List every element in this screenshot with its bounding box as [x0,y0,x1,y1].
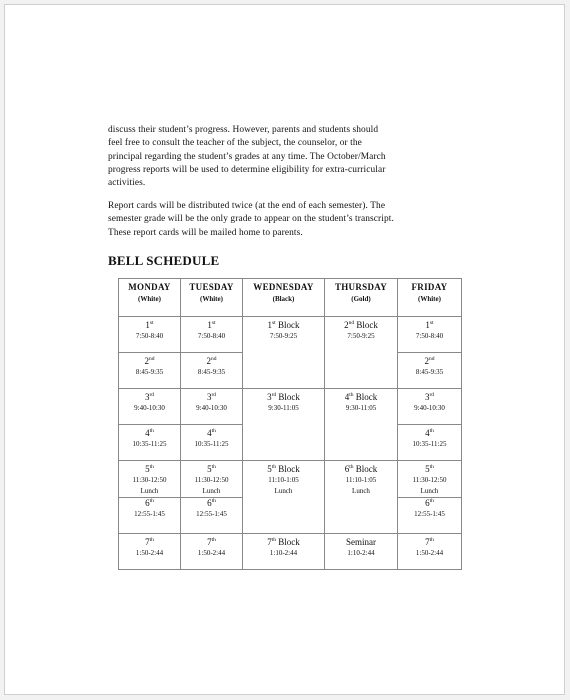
period-time: 7:50-8:40 [197,332,226,340]
period-number: 4 [207,428,212,438]
period-cell [181,534,243,570]
ordinal-suffix: st [211,320,216,326]
ordinal-suffix: th [211,498,216,504]
day-color: (White) [200,295,223,303]
period-number: 7 [207,537,212,547]
period-number: 4 [145,428,150,438]
bell-schedule-table [118,278,462,570]
ordinal-suffix: rd [211,392,217,398]
day-header-friday [398,279,462,317]
period-cell [119,534,181,570]
period-cell [119,353,181,389]
day-header-thursday [325,279,398,317]
period-number: 7 [425,537,430,547]
period-cell [398,317,462,353]
period-cell [398,498,462,534]
lunch-label: Lunch [140,487,159,495]
period-time: 8:45-9:35 [135,368,164,376]
period-time: 8:45-9:35 [197,368,226,376]
block-time: 7:50-9:25 [347,332,375,340]
block-word: Block [354,320,378,330]
period-number: 6 [207,498,212,508]
ordinal-suffix: nd [429,356,435,362]
period-number: 2 [144,356,149,366]
period-cell [181,498,243,534]
period-number: 6 [425,498,430,508]
schedule-row [119,317,462,353]
period-cell [119,425,181,461]
block-cell [325,389,398,461]
block-number: 5 [267,464,272,474]
period-time: 12:55-1:45 [134,510,165,518]
ordinal-suffix: st [272,320,276,326]
ordinal-suffix: th [211,537,216,543]
period-cell [181,425,243,461]
text-line: discuss their student’s progress. However, parents and students should [108,125,379,135]
ordinal-suffix: th [429,498,434,504]
period-number: 2 [206,356,211,366]
block-time: 1:10-2:44 [269,549,298,557]
block-number: 1 [267,320,273,330]
schedule-row [119,389,462,425]
period-number: 2 [424,356,429,366]
period-cell [398,389,462,425]
ordinal-suffix: nd [211,356,217,362]
progress-paragraph [108,124,448,190]
ordinal-suffix: th [211,464,216,470]
text-line: principal regarding the student’s grades at any time. The October/March [108,151,386,162]
block-cell [325,317,398,389]
seminar-label: Seminar [346,537,376,547]
text-line: semester grade will be the only grade to appear on the student’s transcript. [108,214,394,225]
period-time: 1:50-2:44 [415,549,444,557]
schedule-row [119,534,462,570]
block-word: Block [276,464,300,474]
ordinal-suffix: th [429,428,434,434]
ordinal-suffix: st [149,320,154,326]
ordinal-suffix: th [149,537,154,543]
ordinal-suffix: st [429,320,434,326]
block-time: 11:10-1:05 [345,476,377,484]
period-number: 3 [424,392,430,402]
block-time: 9:30-11:05 [345,404,377,412]
period-time: 1:50-2:44 [135,549,164,557]
ordinal-suffix: rd [429,392,435,398]
bell-schedule-heading: BELL SCHEDULE [108,253,220,268]
day-name: MONDAY [128,282,171,292]
ordinal-suffix: th [149,498,154,504]
period-cell [181,353,243,389]
ordinal-suffix: nd [348,320,355,326]
ordinal-suffix: th [349,392,354,398]
report-cards-paragraph [108,200,448,240]
block-cell [243,461,325,534]
lunch-label: Lunch [202,487,221,495]
period-cell [398,534,462,570]
block-number: 6 [344,464,350,474]
period-time: 11:30-12:50 [194,476,229,484]
period-cell [119,389,181,425]
text-line: These report cards will be mailed home to parents. [108,227,303,238]
period-time: 7:50-8:40 [135,332,164,340]
ordinal-suffix: nd [149,356,155,362]
text-line: activities. [108,178,146,189]
period-number: 5 [425,464,430,474]
period-number: 5 [145,464,150,474]
period-time: 11:30-12:50 [412,476,447,484]
block-word: Block [275,320,300,330]
period-number: 6 [145,498,150,508]
block-time: 7:50-9:25 [269,332,298,340]
block-word: Block [353,392,378,402]
period-number: 3 [144,392,150,402]
day-header-monday [119,279,181,317]
text-line: Report cards will be distributed twice (at the end of each semester). The [108,201,386,211]
ordinal-suffix: th [149,428,154,434]
day-color: (White) [418,295,441,303]
period-time: 10:35-11:25 [412,440,447,448]
ordinal-suffix: th [429,537,434,543]
period-time: 9:40-10:30 [414,404,445,412]
day-name: WEDNESDAY [253,282,314,292]
block-word: Block [276,392,300,402]
period-number: 5 [207,464,212,474]
period-cell [398,461,462,498]
ordinal-suffix: rd [149,392,155,398]
period-time: 10:35-11:25 [194,440,229,448]
text-line: progress reports will be used to determine eligibility for extra-curricular [108,164,386,175]
day-color: (Gold) [351,295,371,303]
ordinal-suffix: th [149,464,154,470]
ordinal-suffix: th [429,464,434,470]
period-cell [119,498,181,534]
block-number: 3 [267,392,272,402]
ordinal-suffix: th [271,464,277,470]
block-time: 9:30-11:05 [268,404,299,412]
block-cell [243,389,325,461]
period-time: 12:55-1:45 [414,510,445,518]
seminar-time: 1:10-2:44 [347,549,375,557]
block-cell [325,461,398,534]
period-number: 3 [206,392,212,402]
block-number: 7 [267,537,272,547]
period-time: 7:50-8:40 [415,332,444,340]
document-page [4,4,565,695]
ordinal-suffix: th [211,428,216,434]
period-time: 9:40-10:30 [196,404,227,412]
block-word: Block [353,464,378,474]
schedule-row [119,461,462,498]
text-line: feel free to consult the teacher of the subject, the counselor, or the [108,138,362,149]
period-time: 10:35-11:25 [132,440,167,448]
day-name: TUESDAY [189,282,234,292]
seminar-cell [325,534,398,570]
period-number: 1 [425,320,430,330]
block-time: 11:10-1:05 [268,476,299,484]
period-time: 11:30-12:50 [132,476,167,484]
lunch-label: Lunch [274,487,293,495]
block-number: 2 [344,320,349,330]
period-cell [398,353,462,389]
ordinal-suffix: th [271,537,277,543]
period-time: 12:55-1:45 [196,510,227,518]
day-color: (Black) [272,295,295,303]
period-cell [398,425,462,461]
header-row [119,279,462,317]
day-name: THURSDAY [334,282,388,292]
block-number: 4 [344,392,350,402]
period-time: 9:40-10:30 [134,404,165,412]
period-cell [181,389,243,425]
period-cell [181,317,243,353]
period-number: 7 [145,537,150,547]
period-number: 1 [145,320,150,330]
period-time: 8:45-9:35 [415,368,444,376]
period-cell [119,461,181,498]
block-word: Block [276,537,300,547]
day-color: (White) [138,295,161,303]
day-name: FRIDAY [411,282,448,292]
period-cell [119,317,181,353]
ordinal-suffix: rd [271,392,277,398]
period-time: 1:50-2:44 [197,549,226,557]
period-number: 1 [207,320,212,330]
ordinal-suffix: th [349,464,354,470]
block-cell [243,317,325,389]
block-cell [243,534,325,570]
day-header-tuesday [181,279,243,317]
lunch-label: Lunch [352,487,370,495]
lunch-label: Lunch [420,487,439,495]
day-header-wednesday [243,279,325,317]
period-number: 4 [425,428,430,438]
period-cell [181,461,243,498]
